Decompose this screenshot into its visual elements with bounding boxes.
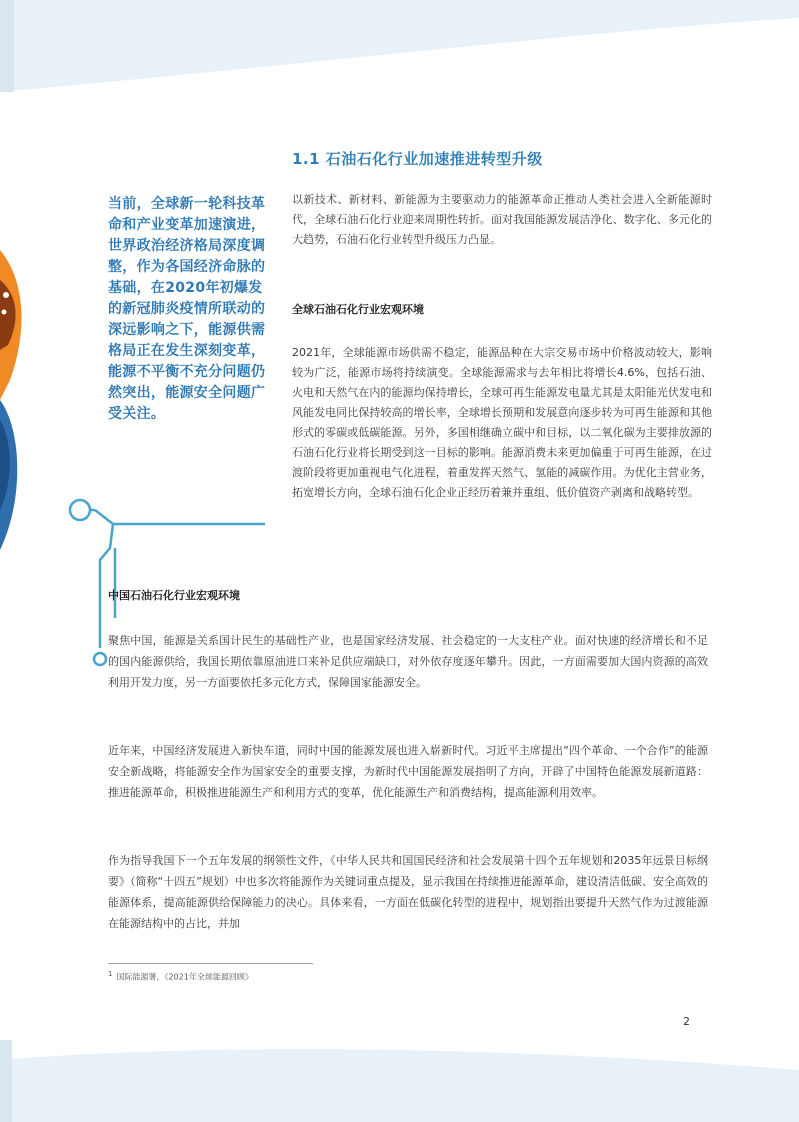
top-decorative-band <box>0 0 799 92</box>
footnote-text: 国际能源署，《2021年全球能源回顾》 <box>116 972 253 982</box>
china-section-heading: 中国石油石化行业宏观环境 <box>108 589 240 602</box>
china-paragraph-2: 近年来，中国经济发展进入新快车道，同时中国的能源发展也进入崭新时代。习近平主席提出“四个革命、一个合作”的能源安全新战略，将能源安全作为国家安全的重要支撑，为新时代中国能源发展指明了方向，开辟了中国特色能源发展新道路：推进能源革命，积极推进能源生产和利用方式的变革，优化能源生产和消费结构，提高能源利用效率。 <box>108 744 708 799</box>
footnote-mark: 1 <box>108 970 113 978</box>
global-paragraph: 2021年，全球能源市场供需不稳定，能源品种在大宗交易市场中价格波动较大，影响较为广泛，能源市场将持续演变。全球能源需求与去年相比将增长4.6%，包括石油、火电和天然气在内的能源均保持增长，全球可再生能源发电量尤其是太阳能光伏发电和风能发电同比保持较高的增长率，全球增长预期和发展意向逐步转为可再生能源和其他形式的零碳或低碳能源。另外，多国相继确立碳中和目标，以二氧化碳为主要排放源的石油石化行业将长期受到这一目标的影响。能源消费未来更加偏重于可再生能源，在过渡阶段将更加重视电气化进程，着重发挥天然气、氢能的减碳作用。为优化主营业务，拓宽增长方向，全球石油石化企业正经历着兼并重组、低价值资产剥离和战略转型。 <box>292 346 712 499</box>
global-section-heading: 全球石油石化行业宏观环境 <box>292 303 424 316</box>
left-edge-illustration <box>0 250 40 570</box>
bottom-decorative-band <box>0 1040 799 1122</box>
footnote-divider <box>108 963 313 964</box>
intro-paragraph: 以新技术、新材料、新能源为主要驱动力的能源革命正推动人类社会进入全新能源时代，全球石油石化行业迎来周期性转折。面对我国能源发展洁净化、数字化、多元化的大趋势，石油石化行业转型升级压力凸显。 <box>292 193 712 246</box>
page-number: 2 <box>683 1015 690 1028</box>
footnote <box>108 970 253 983</box>
china-paragraph-3: 作为指导我国下一个五年发展的纲领性文件，《中华人民共和国国民经济和社会发展第十四个五年规划和2035年远景目标纲要》（简称“十四五”规划）中也多次将能源作为关键词重点提及，显示我国在持续推进能源革命，建设清洁低碳、安全高效的能源体系，提高能源供给保障能力的决心。具体来看，一方面在低碳化转型的进程中，规划指出要提升天然气作为过渡能源在能源结构中的占比，并加 <box>108 854 708 930</box>
section-title: 1.1 石油石化行业加速推进转型升级 <box>292 150 543 168</box>
china-paragraph-1: 聚焦中国，能源是关系国计民生的基础性产业，也是国家经济发展、社会稳定的一大支柱产业。面对快速的经济增长和不足的国内能源供给，我国长期依靠原油进口来补足供应端缺口，对外依存度逐年攀升。因此，一方面需要加大国内资源的高效利用开发力度，另一方面要依托多元化方式，保障国家能源安全。 <box>108 634 708 689</box>
pull-quote: 当前，全球新一轮科技革命和产业变革加速演进，世界政治经济格局深度调整，作为各国经济命脉的基础，在2020年初爆发的新冠肺炎疫情所联动的深远影响之下，能源供需格局正在发生深刻变革，能源不平衡不充分问题仍然突出，能源安全问题广受关注。 <box>108 196 266 422</box>
